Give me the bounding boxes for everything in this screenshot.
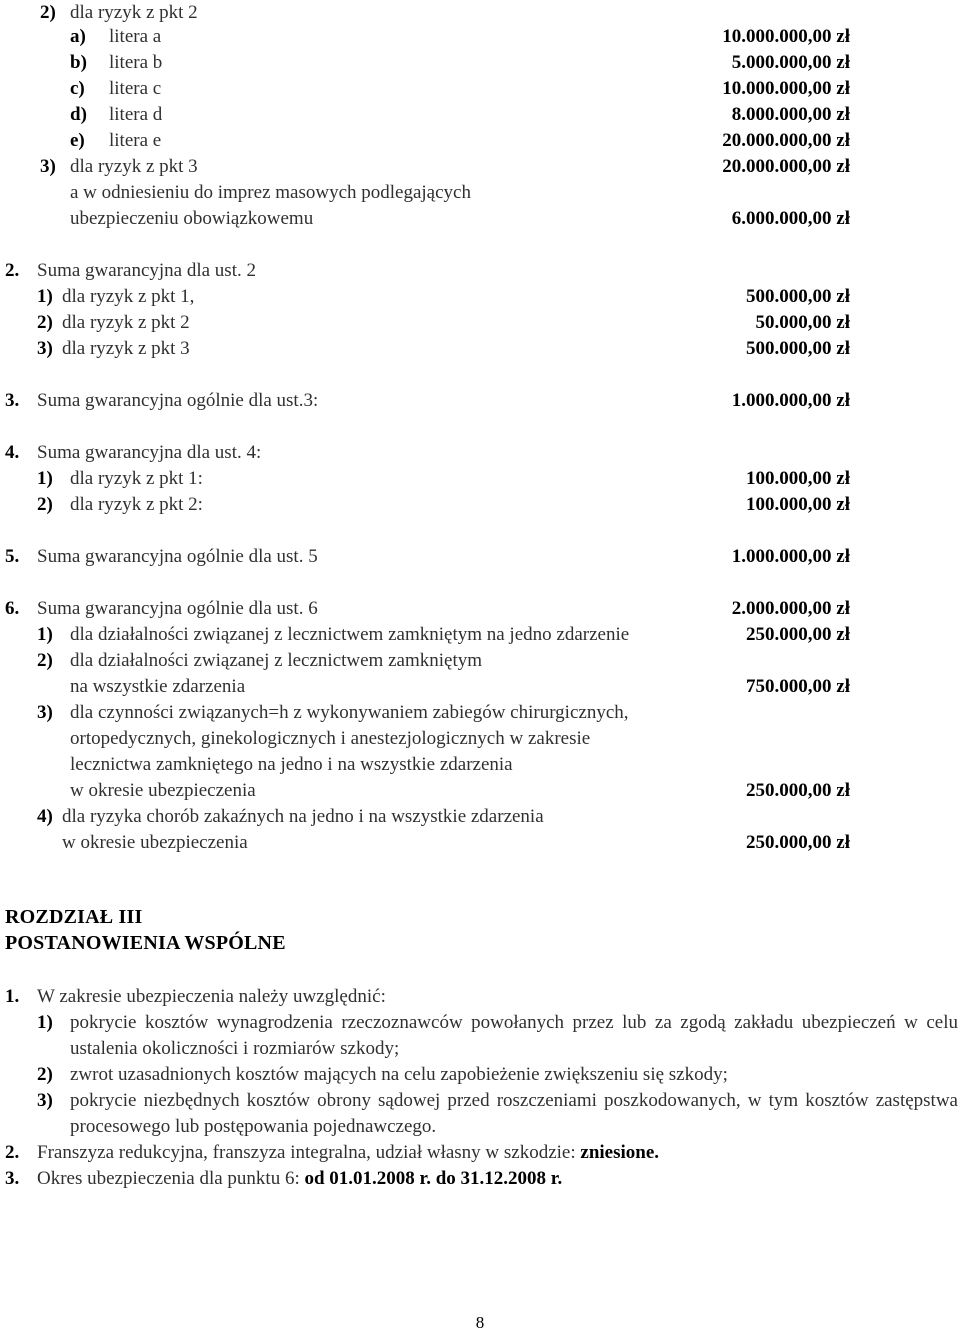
item-number: 1) [37,468,53,489]
list-item [0,804,960,830]
item-text: lecznictwa zamkniętego na jedno i na wszystkie zdarzenia [70,754,513,775]
list-item [0,50,960,76]
item-letter: c) [70,78,85,99]
item-text: dla ryzyk z pkt 1, [62,286,195,307]
paragraph [0,984,960,1010]
list-item [0,622,960,648]
section-number: 4. [5,442,20,463]
section-title: Suma gwarancyjna ogólnie dla ust.3: [37,390,319,411]
item-number: 2) [40,2,56,23]
amount: 250.000,00 zł [746,832,850,853]
item-number: 1) [37,286,53,307]
item-text: zwrot uzasadnionych kosztów mających na celu zapobieżenie zwiększeniu się szkody; [70,1064,728,1085]
item-text: dla ryzyk z pkt 3 [70,156,198,177]
list-item [0,648,960,674]
item-text: ortopedycznych, ginekologicznych i anestezjologicznych w zakresie [70,728,591,749]
paragraph [0,1140,960,1166]
item-number: 3) [40,156,56,177]
item-text: pokrycie kosztów wynagrodzenia rzeczoznawców powołanych przez lub za zgodą zakładu ubezpieczeń w celu ustalenia okoliczności i rozmiarów szkody; [70,1012,958,1059]
amount: 500.000,00 zł [746,338,850,359]
amount: 500.000,00 zł [746,286,850,307]
list-item [0,284,960,310]
amount: 5.000.000,00 zł [731,52,850,73]
list-item [0,24,960,50]
item-number: 1) [37,624,53,645]
list-item [0,492,960,518]
amount: 250.000,00 zł [746,624,850,645]
item-text: litera e [109,130,162,151]
item-text: dla ryzyk z pkt 3 [62,338,190,359]
amount: 20.000.000,00 zł [722,156,850,177]
list-item [0,102,960,128]
item-text: litera a [109,26,162,47]
chapter-number: ROZDZIAŁ III [5,906,143,928]
amount: 100.000,00 zł [746,494,850,515]
section-title: Suma gwarancyjna dla ust. 4: [37,442,262,463]
list-item [0,180,960,206]
section-number: 5. [5,546,20,567]
list-item [0,752,960,778]
item-number: 3) [37,1090,53,1111]
paragraph [0,1166,960,1192]
section-title: Suma gwarancyjna ogólnie dla ust. 6 [37,598,318,619]
list-item [0,310,960,336]
amount: 750.000,00 zł [746,676,850,697]
paragraph-text: W zakresie ubezpieczenia należy uwzględnić: [37,986,386,1007]
emphasis: od 01.01.2008 r. do 31.12.2008 r. [304,1168,563,1189]
section-heading [0,544,960,570]
paragraph-number: 3. [5,1168,20,1189]
page-number: 8 [475,1313,485,1332]
list-item [0,778,960,804]
list-item [0,76,960,102]
item-text: dla działalności związanej z lecznictwem zamkniętym [70,650,482,671]
paragraph-text: Okres ubezpieczenia dla punktu 6: [37,1168,300,1189]
item-number: 1) [37,1012,53,1033]
section-heading [0,596,960,622]
paragraph-text-wrap [37,1166,562,1192]
amount: 2.000.000,00 zł [731,598,850,619]
section-number: 3. [5,390,20,411]
amount: 50.000,00 zł [755,312,850,333]
item-letter: b) [70,52,87,73]
item-text: dla ryzyk z pkt 2 [62,312,190,333]
paragraph-number: 1. [5,986,20,1007]
item-text: ubezpieczeniu obowiązkowemu [70,208,314,229]
item-number: 2) [37,494,53,515]
section-number: 2. [5,260,20,281]
item-number: 2) [37,650,53,671]
paragraph-text: Franszyza redukcyjna, franszyza integralna, udział własny w szkodzie: [37,1142,576,1163]
list-item [0,1062,960,1088]
item-letter: e) [70,130,85,151]
item-letter: d) [70,104,87,125]
paragraph-number: 2. [5,1142,20,1163]
emphasis: zniesione. [580,1142,660,1163]
amount: 100.000,00 zł [746,468,850,489]
amount: 20.000.000,00 zł [722,130,850,151]
amount: 250.000,00 zł [746,780,850,801]
list-item [0,466,960,492]
amount: 10.000.000,00 zł [722,26,850,47]
item-text: dla ryzyk z pkt 1: [70,468,203,489]
section-heading [0,258,960,284]
item-text: dla ryzyk z pkt 2: [70,494,203,515]
item-text: dla ryzyka chorób zakaźnych na jedno i na wszystkie zdarzenia [62,806,544,827]
amount: 1.000.000,00 zł [731,546,850,567]
item-text: litera d [109,104,163,125]
section-heading [0,388,960,414]
item-text: dla działalności związanej z lecznictwem zamkniętym na jedno zdarzenie [70,624,630,645]
section-title: Suma gwarancyjna dla ust. 2 [37,260,256,281]
list-item [0,336,960,362]
item-text: litera b [109,52,163,73]
list-item [0,830,960,856]
item-number: 2) [37,312,53,333]
item-text: a w odniesieniu do imprez masowych podlegających [70,182,471,203]
paragraph-text-wrap [37,1140,659,1166]
item-text: pokrycie niezbędnych kosztów obrony sądowej przed roszczeniami poszkodowanych, w tym kosztów zastępstwa procesowego lub postępowania pojednawczego. [70,1090,958,1137]
item-number: 2) [37,1064,53,1085]
item-text: dla ryzyk z pkt 2 [70,2,198,23]
list-item [0,128,960,154]
list-item [0,700,960,726]
list-item [0,0,960,26]
item-text: na wszystkie zdarzenia [70,676,246,697]
item-text: litera c [109,78,162,99]
item-letter: a) [70,26,86,47]
item-text: dla czynności związanych=h z wykonywaniem zabiegów chirurgicznych, [70,702,629,723]
item-text: w okresie ubezpieczenia [70,780,256,801]
list-item [0,206,960,232]
chapter-title: POSTANOWIENIA WSPÓLNE [5,932,286,954]
item-number: 3) [37,338,53,359]
section-number: 6. [5,598,20,619]
amount: 10.000.000,00 zł [722,78,850,99]
item-number: 3) [37,702,53,723]
section-heading [0,440,960,466]
section-title: Suma gwarancyjna ogólnie dla ust. 5 [37,546,318,567]
list-item [0,674,960,700]
list-item [0,726,960,752]
amount: 1.000.000,00 zł [731,390,850,411]
item-number: 4) [37,806,53,827]
item-text: w okresie ubezpieczenia [62,832,248,853]
amount: 6.000.000,00 zł [731,208,850,229]
list-item [0,154,960,180]
amount: 8.000.000,00 zł [731,104,850,125]
